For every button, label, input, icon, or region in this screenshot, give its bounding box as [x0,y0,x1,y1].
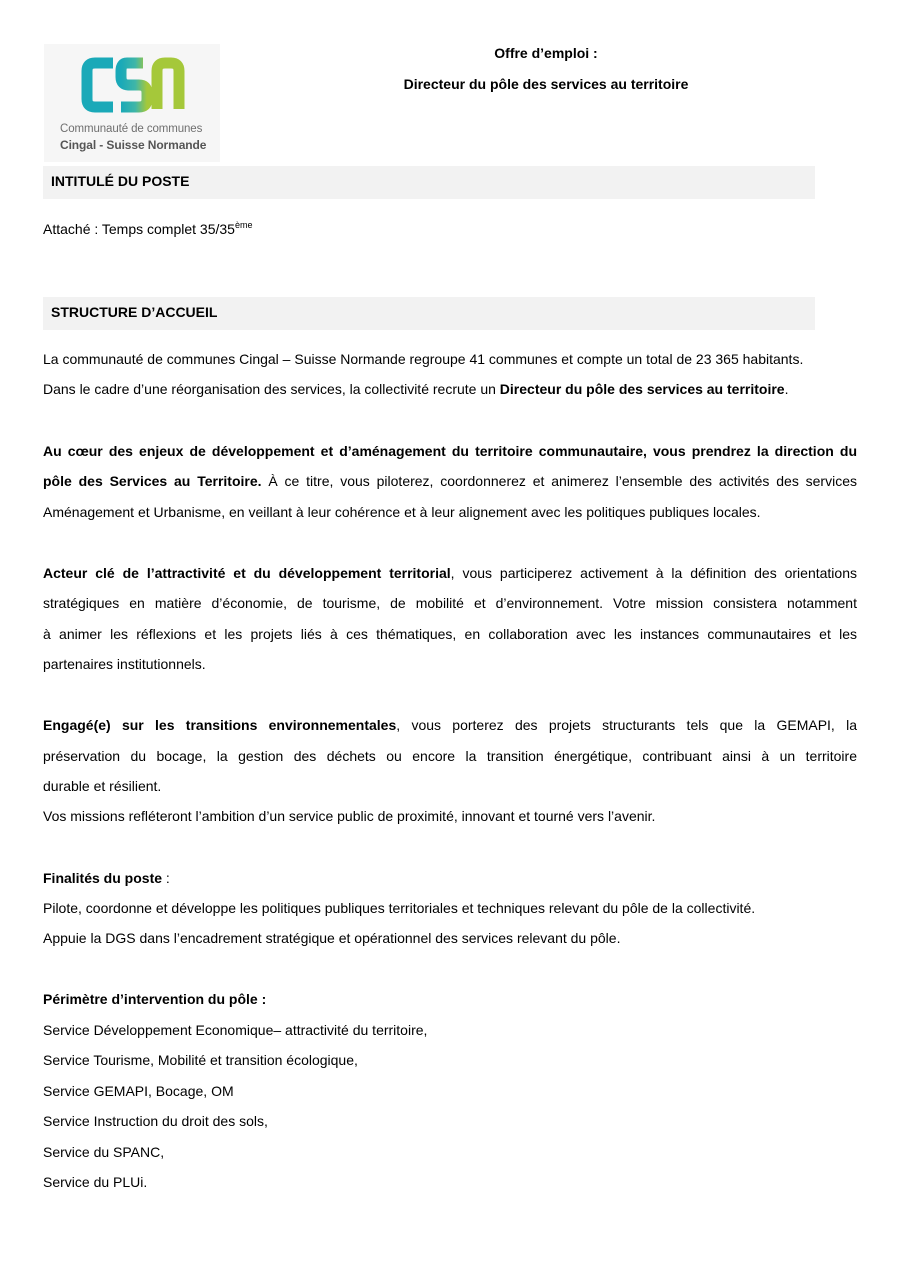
list-item: Service du SPANC, [43,1144,165,1160]
paragraph-line: La communauté de communes Cingal – Suisse Normande regroupe 41 communes et compte un total de 23 365 habitants. [43,351,804,367]
paragraph-line: durable et résilient. [43,778,162,794]
job-contract-text: Attaché : Temps complet 35/35 [43,221,235,237]
paragraph-line [43,564,857,582]
logo [44,44,220,162]
finalites-title [43,869,170,887]
section-heading-text: INTITULÉ DU POSTE [51,173,190,189]
text: . [784,381,789,397]
paragraph-line: Vos missions refléteront l’ambition d’un service public de proximité, innovant et tourné vers l’avenir. [43,808,656,824]
paragraph-line: à animer les réflexions et les projets liés à ces thématiques, en collaboration avec les instances communautaires et les [43,626,857,642]
section-heading-intitule [43,166,815,199]
paragraph-line: Aménagement et Urbanisme, en veillant à leur cohérence et à leur alignement avec les politiques publiques locales. [43,504,761,520]
paragraph-line: préservation du bocage, la gestion des déchets ou encore la transition énergétique, contribuant ainsi à un territoire [43,748,857,764]
list-item: Service Développement Economique– attractivité du territoire, [43,1022,428,1038]
bold-text: Engagé(e) sur les transitions environnementales [43,717,397,733]
logo-text-line2: Cingal - Suisse Normande [60,138,207,152]
section-heading-text: STRUCTURE D’ACCUEIL [51,304,218,320]
bold-text: Périmètre d’intervention du pôle : [43,991,267,1007]
paragraph-line [43,442,857,460]
paragraph-line: stratégiques en matière d’économie, de tourisme, de mobilité et d’environnement. Votre mission consistera notamment [43,595,857,611]
section-heading-structure [43,297,815,330]
text: : [162,870,170,886]
paragraph-line [43,716,857,734]
page-subtitle: Directeur du pôle des services au territoire [403,76,689,92]
bold-text: Acteur clé de l’attractivité et du développement territorial [43,565,451,581]
csn-logo-mark-icon [81,57,185,115]
job-title-line [43,220,252,238]
list-item: Service Tourisme, Mobilité et transition écologique, [43,1052,358,1068]
list-item: Service du PLUi. [43,1174,148,1190]
list-item: Service Instruction du droit des sols, [43,1113,268,1129]
text: , vous participerez activement à la définition des orientations [450,565,857,581]
paragraph-line: Pilote, coordonne et développe les politiques publiques territoriales et techniques relevant du pôle de la collectivité. [43,900,756,916]
list-item: Service GEMAPI, Bocage, OM [43,1083,234,1099]
bold-text: Au cœur des enjeux de développement et d’aménagement du territoire communautaire, vous prendrez la direction du [43,443,857,459]
page-title: Offre d’emploi : [494,45,598,61]
logo-text-line1: Communauté de communes [60,123,203,135]
text: À ce titre, vous piloterez, coordonnerez et animerez l’ensemble des activités des services [261,473,857,489]
paragraph-line [43,380,788,398]
job-contract-sup: ème [234,220,253,230]
bold-text: Directeur du pôle des services au territoire [499,381,785,397]
paragraph-line: Appuie la DGS dans l’encadrement stratégique et opérationnel des services relevant du pôle. [43,930,621,946]
text: Dans le cadre d’une réorganisation des services, la collectivité recrute un [43,381,500,397]
paragraph-line: partenaires institutionnels. [43,656,206,672]
bold-text: pôle des Services au Territoire. [43,473,262,489]
bold-text: Finalités du poste [43,870,163,886]
text: , vous porterez des projets structurants tels que la GEMAPI, la [396,717,858,733]
perimetre-title [43,990,266,1008]
paragraph-line [43,472,857,490]
